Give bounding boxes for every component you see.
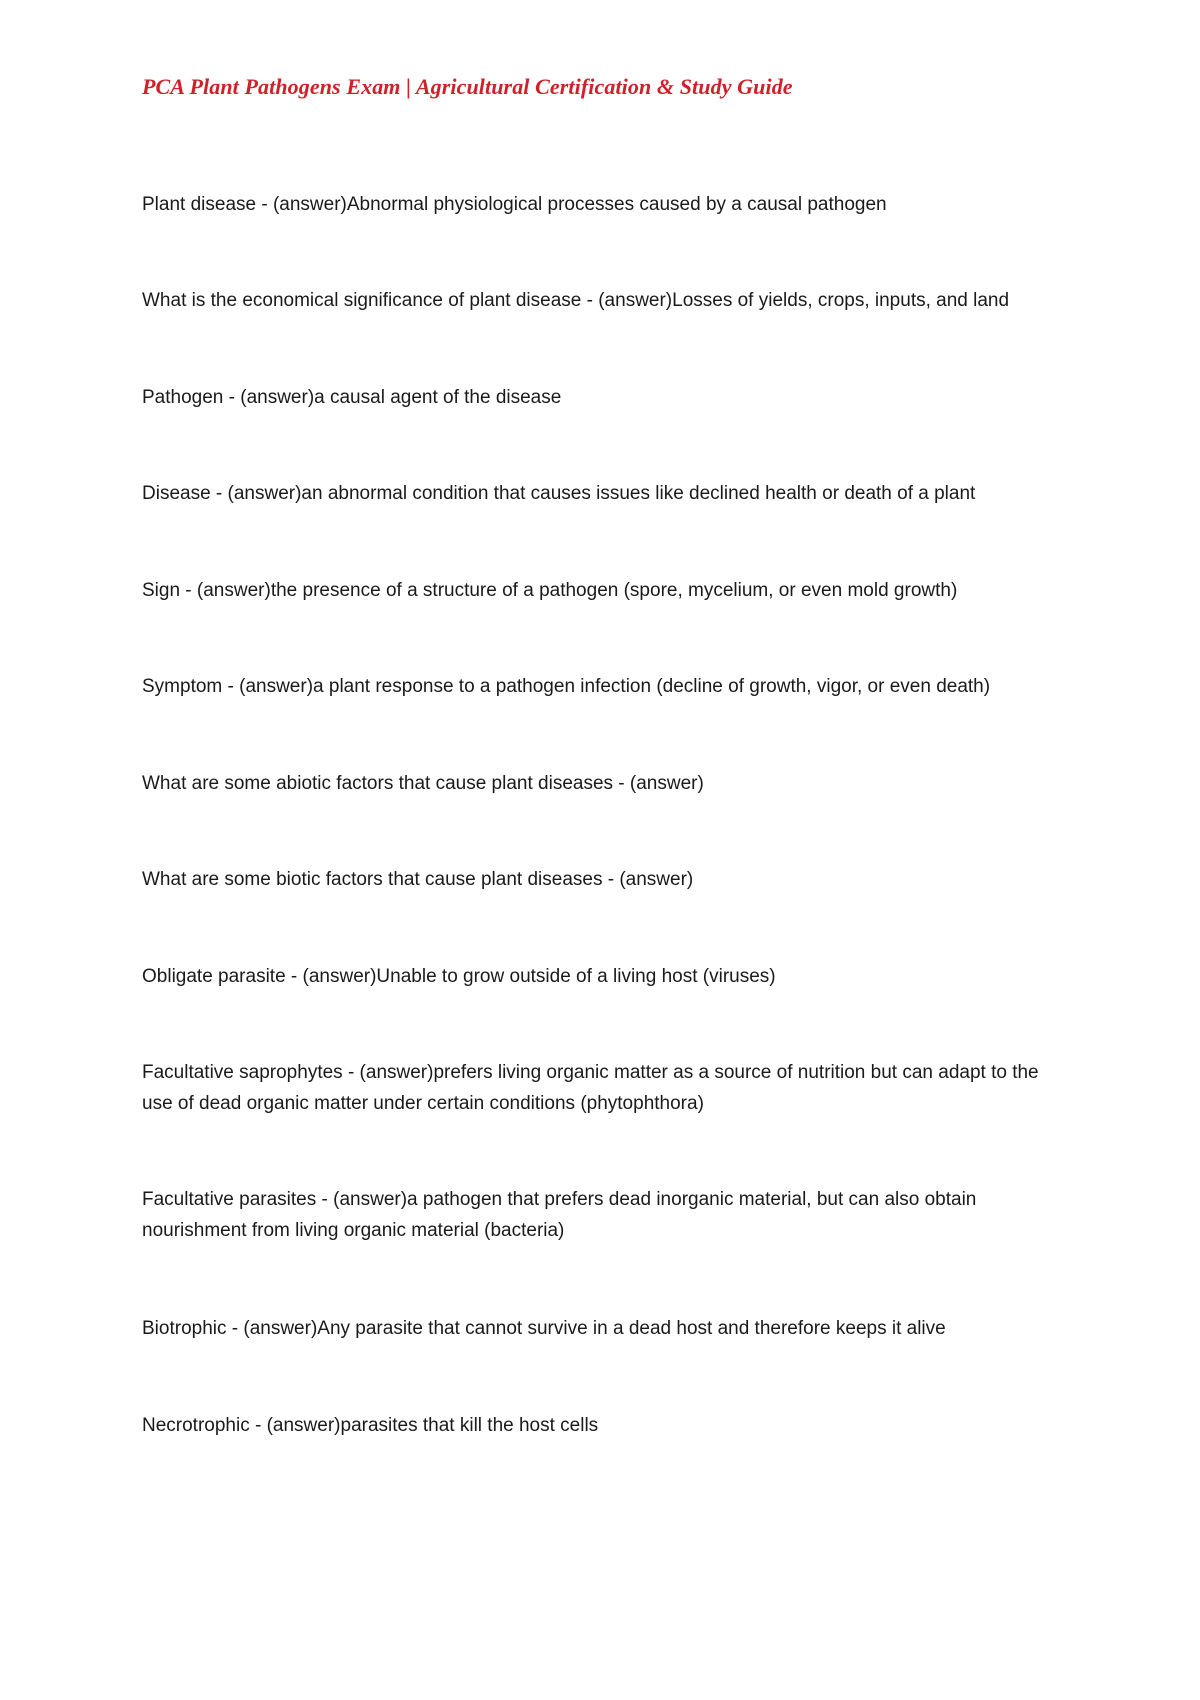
qa-item-obligate-parasite: Obligate parasite - (answer)Unable to grow outside of a living host (viruses)	[142, 966, 776, 987]
qa-item-plant-disease: Plant disease - (answer)Abnormal physiological processes caused by a causal pathogen	[142, 194, 887, 215]
document-title: PCA Plant Pathogens Exam | Agricultural Certification & Study Guide	[142, 74, 793, 99]
qa-item-disease: Disease - (answer)an abnormal condition that causes issues like declined health or death of a plant	[142, 483, 976, 504]
qa-item-abiotic-factors: What are some abiotic factors that cause plant diseases - (answer)	[142, 773, 704, 794]
qa-item-biotrophic: Biotrophic - (answer)Any parasite that cannot survive in a dead host and therefore keeps it alive	[142, 1318, 946, 1339]
qa-item-sign: Sign - (answer)the presence of a structure of a pathogen (spore, mycelium, or even mold growth)	[142, 580, 958, 601]
qa-item-biotic-factors: What are some biotic factors that cause plant diseases - (answer)	[142, 869, 694, 890]
qa-item-symptom: Symptom - (answer)a plant response to a pathogen infection (decline of growth, vigor, or even death)	[142, 676, 991, 697]
qa-item-economical-significance: What is the economical significance of plant disease - (answer)Losses of yields, crops, inputs, and land	[142, 290, 1010, 311]
qa-item-facultative-saprophytes: Facultative saprophytes - (answer)prefers living organic matter as a source of nutrition but can adapt to the use of dead organic matter under certain conditions (phytophthora)	[142, 1062, 1039, 1114]
qa-item-facultative-parasites: Facultative parasites - (answer)a pathogen that prefers dead inorganic material, but can also obtain nourishment from living organic material (bacteria)	[142, 1189, 977, 1241]
qa-item-pathogen: Pathogen - (answer)a causal agent of the disease	[142, 387, 562, 408]
qa-item-necrotrophic: Necrotrophic - (answer)parasites that kill the host cells	[142, 1415, 599, 1436]
